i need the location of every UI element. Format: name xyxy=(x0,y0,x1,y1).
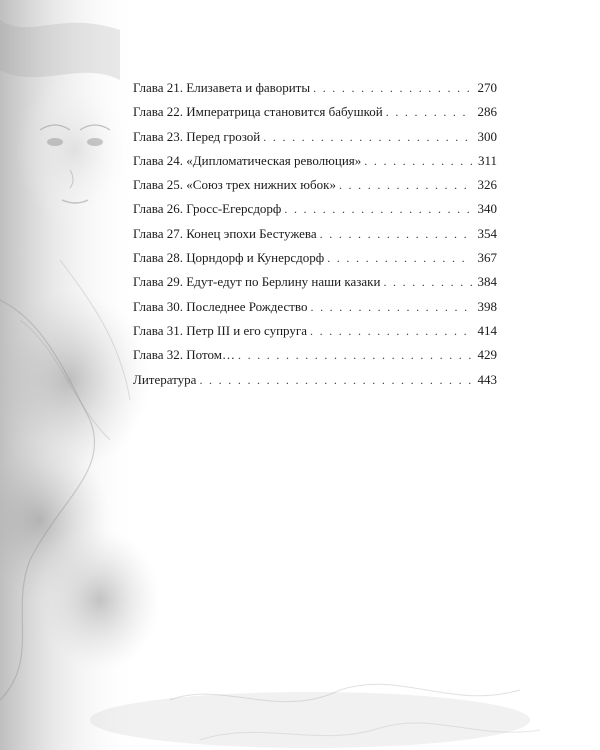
dot-leader xyxy=(313,76,472,100)
dot-leader xyxy=(383,270,472,294)
toc-entry-page: 398 xyxy=(477,298,497,314)
toc-entry xyxy=(133,295,497,319)
dot-leader xyxy=(320,222,472,246)
toc-entry xyxy=(133,100,497,124)
toc-entry-page: 326 xyxy=(477,177,497,193)
toc-entry-title: Глава 25. «Союз трех нижних юбок» xyxy=(133,177,336,193)
toc-entry-title: Глава 30. Последнее Рождество xyxy=(133,298,308,314)
dot-leader xyxy=(386,100,472,124)
dot-leader xyxy=(284,197,472,221)
toc-entry-page: 340 xyxy=(477,201,497,217)
toc-entry-title: Литература xyxy=(133,371,197,387)
dot-leader xyxy=(310,295,472,319)
dot-leader xyxy=(339,173,472,197)
toc-entry xyxy=(133,125,497,149)
toc-entry-page: 367 xyxy=(477,250,497,266)
dot-leader xyxy=(238,343,472,367)
toc-entry-page: 384 xyxy=(477,274,497,290)
toc-entry-page: 443 xyxy=(477,371,497,387)
toc-entry-page: 414 xyxy=(477,322,497,338)
toc-entry xyxy=(133,222,497,246)
dot-leader xyxy=(364,149,472,173)
toc-entry-page: 270 xyxy=(477,80,497,95)
toc-entry-title: Глава 21. Елизавета и фавориты xyxy=(133,80,311,95)
toc-entry-title: Глава 32. Потом… xyxy=(133,347,235,363)
toc-entry xyxy=(133,76,497,100)
toc-entry-title: Глава 22. Императрица становится бабушкой xyxy=(133,104,383,120)
dot-leader xyxy=(310,319,472,343)
toc-entry-page: 286 xyxy=(477,104,497,120)
toc-entry-title: Глава 31. Петр III и его супруга xyxy=(133,322,307,338)
table-of-contents xyxy=(133,76,497,392)
toc-entry-page: 354 xyxy=(477,225,497,241)
toc-entry xyxy=(133,343,497,367)
dot-leader xyxy=(263,125,472,149)
dot-leader xyxy=(199,368,472,392)
toc-entry xyxy=(133,270,497,294)
toc-entry-page: 429 xyxy=(477,347,497,363)
toc-entry xyxy=(133,368,497,392)
toc-entry-title: Глава 28. Цорндорф и Кунерсдорф xyxy=(133,250,325,266)
toc-entry xyxy=(133,246,497,270)
toc-entry-page: 311 xyxy=(477,152,497,168)
dot-leader xyxy=(327,246,472,270)
toc-entry-title: Глава 27. Конец эпохи Бестужева xyxy=(133,225,317,241)
toc-entry xyxy=(133,173,497,197)
toc-entry xyxy=(133,197,497,221)
toc-entry-title: Глава 23. Перед грозой xyxy=(133,128,261,144)
toc-entry xyxy=(133,319,497,343)
toc-entry-page: 300 xyxy=(477,128,497,144)
toc-entry-title: Глава 29. Едут-едут по Берлину наши казаки xyxy=(133,274,381,290)
toc-entry-title: Глава 24. «Дипломатическая революция» xyxy=(133,152,362,168)
toc-entry-title: Глава 26. Гросс-Егерсдорф xyxy=(133,201,282,217)
toc-entry xyxy=(133,149,497,173)
